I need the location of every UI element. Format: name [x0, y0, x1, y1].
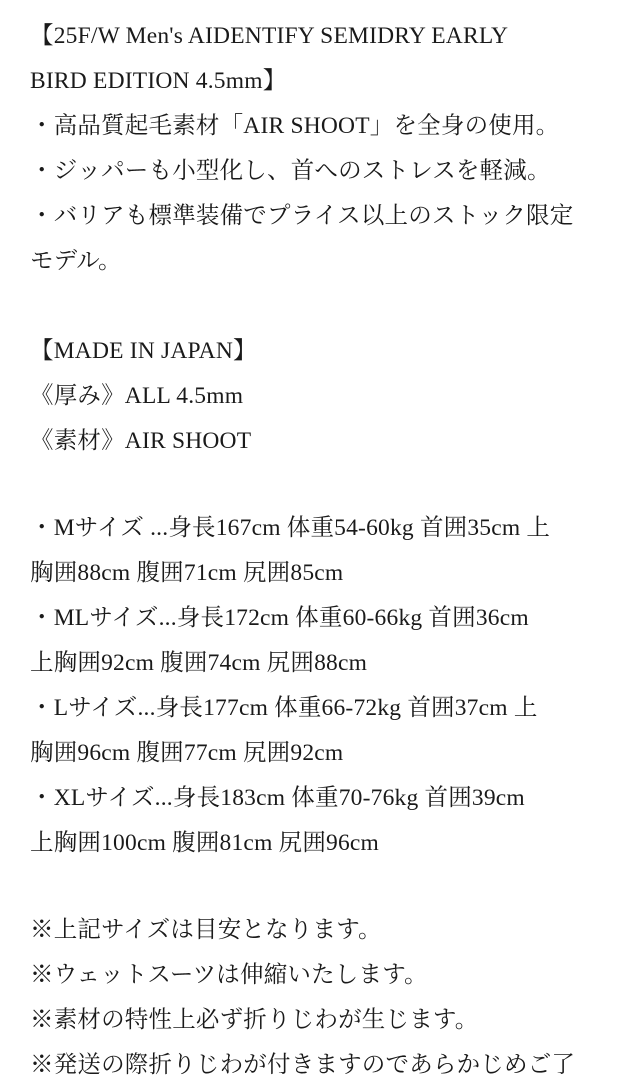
- section-spacer: [30, 464, 600, 506]
- feature-line: モデル。: [30, 248, 122, 274]
- product-title-line: BIRD EDITION 4.5mm】: [30, 68, 287, 94]
- origin-heading: 【MADE IN JAPAN】: [30, 338, 257, 364]
- notes-section: [30, 908, 600, 1088]
- section-spacer: [30, 866, 600, 908]
- size-line: ・MLサイズ...身長172cm 体重60-66kg 首囲36cm: [30, 605, 529, 631]
- spec-line: 《素材》AIR SHOOT: [30, 428, 252, 454]
- product-title-line: 【25F/W Men's AIDENTIFY SEMIDRY EARLY: [30, 23, 509, 49]
- feature-line: ・ジッパーも小型化し、首へのストレスを軽減。: [30, 158, 551, 184]
- note-line: ※素材の特性上必ず折りじわが生じます。: [30, 1007, 479, 1033]
- size-line: 胸囲88cm 腹囲71cm 尻囲85cm: [30, 560, 344, 586]
- size-chart: [30, 506, 600, 866]
- size-line: 上胸囲92cm 腹囲74cm 尻囲88cm: [30, 650, 368, 676]
- size-line: 胸囲96cm 腹囲77cm 尻囲92cm: [30, 740, 344, 766]
- size-line: 上胸囲100cm 腹囲81cm 尻囲96cm: [30, 830, 380, 856]
- section-spacer: [30, 284, 600, 329]
- origin-section: [30, 329, 600, 464]
- note-line: ※ウェットスーツは伸縮いたします。: [30, 962, 428, 988]
- feature-line: ・高品質起毛素材「AIR SHOOT」を全身の使用。: [30, 113, 560, 139]
- size-line: ・Lサイズ...身長177cm 体重66-72kg 首囲37cm 上: [30, 695, 538, 721]
- size-line: ・Mサイズ ...身長167cm 体重54-60kg 首囲35cm 上: [30, 515, 551, 541]
- spec-line: 《厚み》ALL 4.5mm: [30, 383, 244, 409]
- product-title: [30, 14, 600, 104]
- feature-list: [30, 104, 600, 284]
- note-line: ※発送の際折りじわが付きますのであらかじめご了: [30, 1052, 576, 1078]
- size-line: ・XLサイズ...身長183cm 体重70-76kg 首囲39cm: [30, 785, 525, 811]
- feature-line: ・バリアも標準装備でプライス以上のストック限定: [30, 203, 574, 229]
- note-line: ※上記サイズは目安となります。: [30, 917, 382, 943]
